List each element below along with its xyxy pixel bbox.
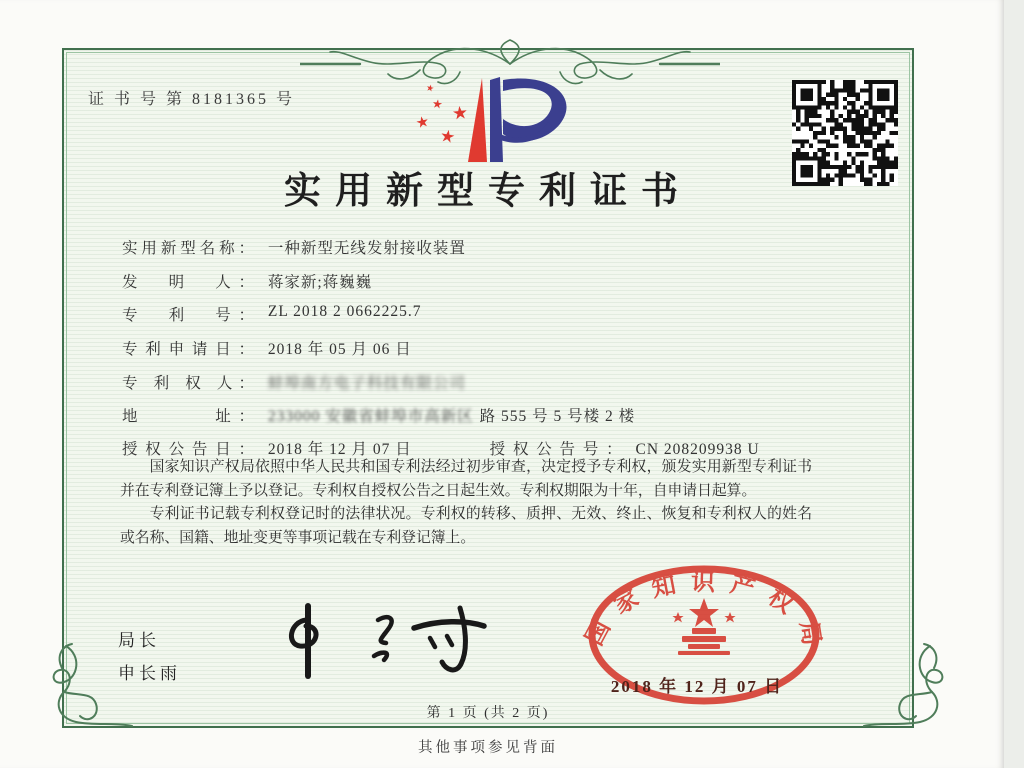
logo-star-icon: ★ (425, 82, 436, 94)
logo-star-icon: ★ (431, 96, 444, 112)
seal-text: 国家知识产权局 (581, 569, 827, 662)
logo-star-icon: ★ (438, 125, 457, 148)
field-patentee (122, 371, 466, 393)
field-inventor-label: 发 明 人： (122, 274, 254, 291)
signer-name: 申长雨 (118, 664, 181, 684)
signer-title: 局长 (118, 631, 160, 650)
certificate-title: 实用新型专利证书 (284, 171, 692, 212)
field-name-label: 实用新型名称： (122, 240, 254, 257)
bottom-right-flourish (828, 638, 948, 738)
field-patent-no-value: ZL 2018 2 0662225.7 (267, 303, 422, 320)
field-grant-date-label: 授权公告日： (122, 441, 254, 458)
field-address-value-blurred: 233000 安徽省蚌埠市高新区 (267, 408, 474, 425)
legal-paragraph-2: 专利证书记载专利权登记时的法律状况。专利权的转移、质押、无效、终止、恢复和专利权人的姓名或名称、国籍、地址变更等事项记载在专利登记簿上。 (120, 506, 812, 547)
field-address-value-clear: 路 555 号 5 号楼 2 楼 (479, 408, 636, 425)
field-filing-date (122, 337, 412, 359)
field-filing-date-label: 专利申请日： (122, 341, 254, 358)
logo-red-wedge (468, 78, 487, 162)
seal-date: 2018 年 12 月 07 日 (610, 677, 784, 696)
signer-block (118, 624, 181, 690)
field-name (122, 236, 466, 258)
legal-text-block (120, 456, 812, 551)
field-grant-no-label: 授权公告号： (489, 441, 622, 458)
seal-emblem-icon (672, 598, 735, 655)
field-patentee-value: 蚌埠南方电子科技有限公司 (267, 375, 466, 392)
field-patentee-label: 专 利 权 人： (122, 375, 254, 392)
logo-star-icon: ★ (450, 102, 470, 124)
field-name-value: 一种新型无线发射接收装置 (267, 240, 466, 257)
logo-blue-bowl (503, 79, 567, 141)
back-note: 其他事项参见背面 (418, 740, 558, 756)
field-grant-date-value: 2018 年 12 月 07 日 (267, 441, 412, 458)
field-patent-no (122, 303, 422, 325)
legal-paragraph-1: 国家知识产权局依照中华人民共和国专利法经过初步审查，决定授予专利权，颁发实用新型专利证书并在专利登记簿上予以登记。专利权自授权公告之日起生效。专利权期限为十年，自申请日起算。 (120, 459, 812, 499)
page-indicator: 第 1 页 (共 2 页) (426, 706, 550, 721)
field-inventor (122, 270, 372, 292)
field-grant-no-value: CN 208209938 U (635, 441, 760, 458)
logo-star-icon: ★ (414, 113, 431, 133)
signature-image (262, 596, 512, 686)
cnipa-logo-icon (402, 72, 582, 168)
field-patent-no-label: 专 利 号： (122, 307, 254, 324)
field-inventor-value: 蒋家新;蒋巍巍 (267, 274, 373, 291)
field-address-label: 地 址： (122, 408, 254, 425)
logo-blue-stem (490, 77, 503, 162)
field-filing-date-value: 2018 年 05 月 06 日 (267, 341, 412, 358)
field-address (122, 404, 635, 426)
certificate-number: 证 书 号 第 8181365 号 (88, 91, 296, 108)
